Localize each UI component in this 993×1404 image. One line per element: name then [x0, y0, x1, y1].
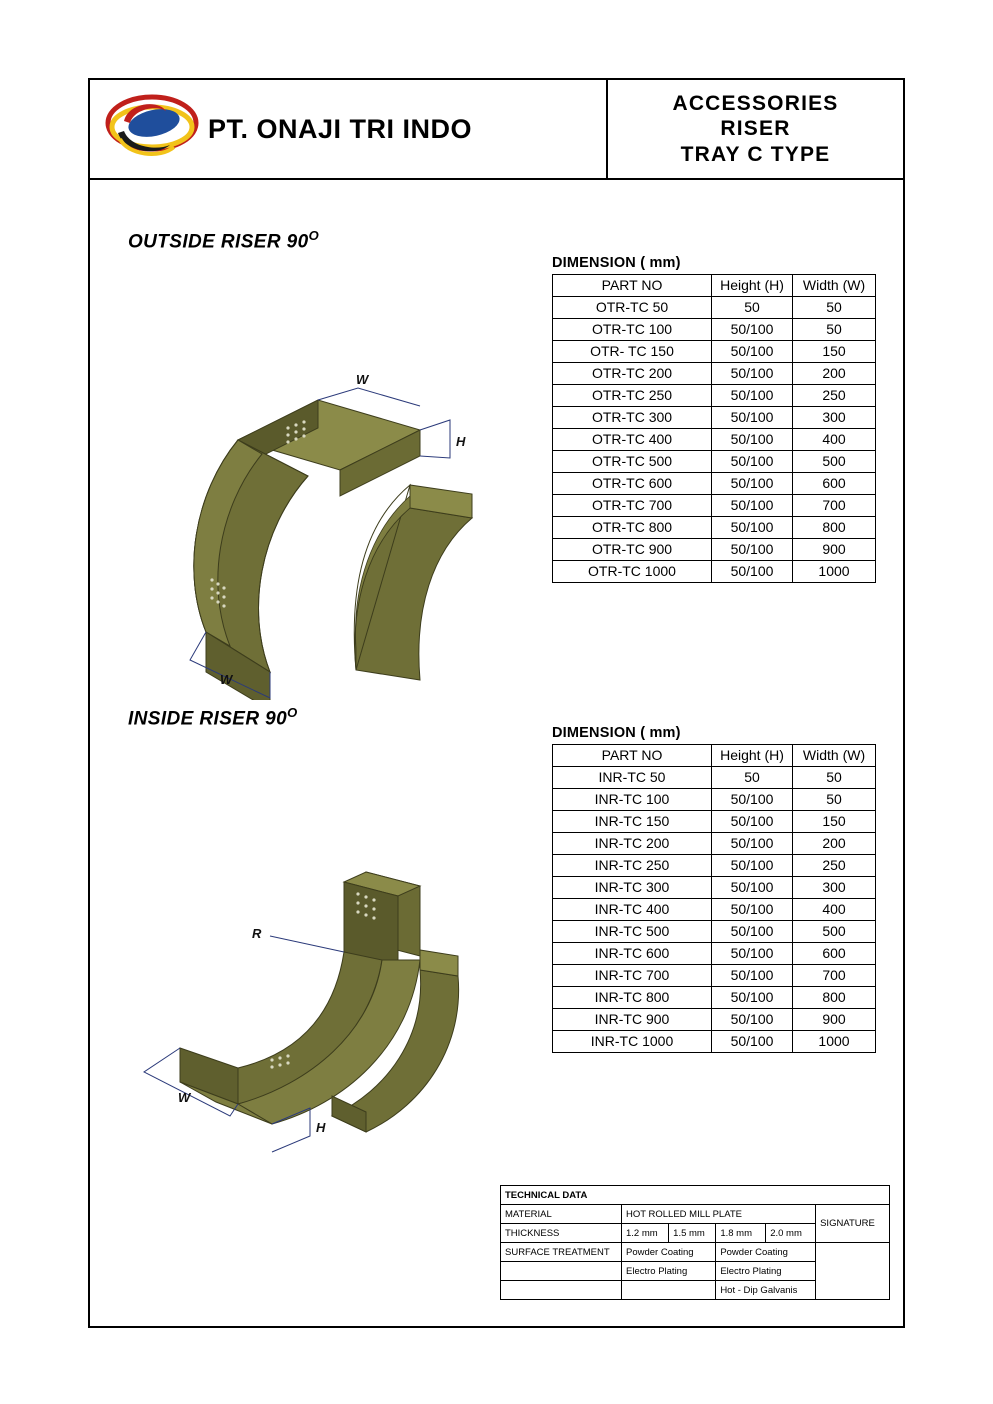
cell-height: 50/100	[712, 899, 793, 921]
tech-surface-1a: Powder Coating	[622, 1243, 716, 1262]
tech-surface-1b: Powder Coating	[716, 1243, 816, 1262]
tech-thickness-4: 2.0 mm	[766, 1224, 816, 1243]
col-height: Height (H)	[712, 745, 793, 767]
cell-height: 50/100	[712, 965, 793, 987]
tech-surface-3a	[622, 1281, 716, 1300]
cell-height: 50/100	[712, 921, 793, 943]
sheet-header	[90, 80, 903, 180]
table-row	[553, 561, 876, 583]
cell-height: 50/100	[712, 789, 793, 811]
cell-height: 50/100	[712, 855, 793, 877]
cell-width: 250	[793, 385, 876, 407]
onaji-logo-icon	[104, 93, 200, 165]
cell-height: 50/100	[712, 517, 793, 539]
cell-height: 50	[712, 767, 793, 789]
cell-part: OTR-TC 900	[553, 539, 712, 561]
cell-width: 400	[793, 899, 876, 921]
cell-part: OTR- TC 150	[553, 341, 712, 363]
outside-riser-drawing	[120, 280, 540, 700]
cell-height: 50/100	[712, 811, 793, 833]
cell-height: 50/100	[712, 561, 793, 583]
cell-width: 700	[793, 965, 876, 987]
cell-width: 50	[793, 297, 876, 319]
tech-row-material	[501, 1205, 890, 1224]
cell-width: 150	[793, 341, 876, 363]
cell-part: INR-TC 600	[553, 943, 712, 965]
cell-height: 50/100	[712, 473, 793, 495]
inside-riser-drawing	[120, 760, 540, 1180]
cell-height: 50/100	[712, 319, 793, 341]
col-part-no: PART NO	[553, 275, 712, 297]
table-header-row	[553, 745, 876, 767]
tech-label-thickness: THICKNESS	[501, 1224, 622, 1243]
dimension-label-inside: DIMENSION ( mm)	[552, 725, 681, 741]
table-row	[553, 811, 876, 833]
signature-space	[816, 1243, 890, 1300]
cell-height: 50/100	[712, 451, 793, 473]
cell-width: 50	[793, 789, 876, 811]
cell-width: 150	[793, 811, 876, 833]
tech-surface-2b: Electro Plating	[716, 1262, 816, 1281]
degree-sup-inside: O	[287, 705, 298, 720]
cell-part: OTR-TC 1000	[553, 561, 712, 583]
cell-height: 50/100	[712, 495, 793, 517]
tech-thickness-3: 1.8 mm	[716, 1224, 766, 1243]
table-row	[553, 451, 876, 473]
tech-thickness-1: 1.2 mm	[622, 1224, 669, 1243]
tech-thickness-2: 1.5 mm	[669, 1224, 716, 1243]
cell-width: 500	[793, 921, 876, 943]
col-height: Height (H)	[712, 275, 793, 297]
table-row	[553, 429, 876, 451]
table-row	[553, 877, 876, 899]
table-row	[553, 899, 876, 921]
cell-height: 50/100	[712, 833, 793, 855]
table-row	[553, 789, 876, 811]
sheet-title-line-1: ACCESSORIES	[672, 91, 839, 115]
callout-r: R	[252, 926, 262, 941]
table-row	[553, 517, 876, 539]
cell-part: INR-TC 900	[553, 1009, 712, 1031]
technical-data-table	[500, 1185, 890, 1300]
cell-width: 50	[793, 767, 876, 789]
drawing-sheet	[88, 78, 905, 1328]
table-row	[553, 1009, 876, 1031]
cell-height: 50/100	[712, 341, 793, 363]
cell-height: 50/100	[712, 429, 793, 451]
section-title-inside-riser	[128, 705, 298, 730]
tech-label-surface-treatment: SURFACE TREATMENT	[501, 1243, 622, 1262]
section-title-outside-text: OUTSIDE RISER 90	[128, 231, 309, 253]
table-row	[553, 921, 876, 943]
cell-width: 600	[793, 473, 876, 495]
cell-part: OTR-TC 300	[553, 407, 712, 429]
cell-part: INR-TC 1000	[553, 1031, 712, 1053]
cell-height: 50/100	[712, 385, 793, 407]
table-row	[553, 767, 876, 789]
cell-width: 1000	[793, 561, 876, 583]
table-row	[553, 833, 876, 855]
cell-width: 800	[793, 987, 876, 1009]
section-title-inside-text: INSIDE RISER 90	[128, 708, 288, 730]
cell-height: 50/100	[712, 877, 793, 899]
header-company-block	[90, 80, 608, 178]
tech-label-material: MATERIAL	[501, 1205, 622, 1224]
tech-label-empty-1	[501, 1262, 622, 1281]
company-name: PT. ONAJI TRI INDO	[208, 113, 473, 144]
technical-data-heading: TECHNICAL DATA	[501, 1186, 890, 1205]
cell-part: OTR-TC 50	[553, 297, 712, 319]
cell-height: 50/100	[712, 987, 793, 1009]
table-header-row	[553, 275, 876, 297]
cell-width: 300	[793, 407, 876, 429]
sheet-title-line-3: TRAY C TYPE	[680, 142, 831, 166]
cell-part: INR-TC 500	[553, 921, 712, 943]
cell-width: 200	[793, 363, 876, 385]
dimension-table-outside	[552, 255, 876, 583]
table-row	[553, 1031, 876, 1053]
table-row	[553, 987, 876, 1009]
cell-width: 700	[793, 495, 876, 517]
cell-part: OTR-TC 250	[553, 385, 712, 407]
cell-part: OTR-TC 200	[553, 363, 712, 385]
table-row	[553, 855, 876, 877]
cell-width: 600	[793, 943, 876, 965]
table-row	[553, 539, 876, 561]
cell-height: 50/100	[712, 943, 793, 965]
col-width: Width (W)	[793, 745, 876, 767]
cell-part: INR-TC 50	[553, 767, 712, 789]
table-row	[553, 319, 876, 341]
cell-part: INR-TC 300	[553, 877, 712, 899]
col-width: Width (W)	[793, 275, 876, 297]
cell-part: OTR-TC 100	[553, 319, 712, 341]
cell-height: 50/100	[712, 1009, 793, 1031]
cell-width: 400	[793, 429, 876, 451]
table-row	[553, 385, 876, 407]
cell-width: 1000	[793, 1031, 876, 1053]
callout-w-top: W	[356, 372, 369, 387]
tech-row-surface-1	[501, 1243, 890, 1262]
header-title-block	[608, 80, 903, 178]
cell-width: 200	[793, 833, 876, 855]
outside-riser-table	[552, 274, 876, 583]
cell-height: 50/100	[712, 1031, 793, 1053]
signature-cell: SIGNATURE	[816, 1205, 890, 1243]
cell-width: 500	[793, 451, 876, 473]
cell-height: 50	[712, 297, 793, 319]
table-row	[553, 341, 876, 363]
cell-width: 250	[793, 855, 876, 877]
callout-h: H	[456, 434, 466, 449]
cell-part: OTR-TC 800	[553, 517, 712, 539]
cell-part: INR-TC 200	[553, 833, 712, 855]
cell-width: 50	[793, 319, 876, 341]
tech-value-material: HOT ROLLED MILL PLATE	[622, 1205, 816, 1224]
callout-w-bottom: W	[220, 672, 233, 687]
table-row	[553, 407, 876, 429]
cell-width: 300	[793, 877, 876, 899]
cell-part: INR-TC 150	[553, 811, 712, 833]
cell-part: OTR-TC 400	[553, 429, 712, 451]
callout-h-inside: H	[316, 1120, 326, 1135]
cell-height: 50/100	[712, 539, 793, 561]
dimension-label-outside: DIMENSION ( mm)	[552, 255, 681, 271]
cell-height: 50/100	[712, 363, 793, 385]
tech-surface-2a: Electro Plating	[622, 1262, 716, 1281]
cell-part: OTR-TC 600	[553, 473, 712, 495]
section-title-outside-riser	[128, 228, 319, 253]
inside-riser-table	[552, 744, 876, 1053]
table-row	[553, 495, 876, 517]
cell-part: OTR-TC 500	[553, 451, 712, 473]
table-row	[553, 363, 876, 385]
tech-heading-row	[501, 1186, 890, 1205]
cell-height: 50/100	[712, 407, 793, 429]
degree-sup-outside: O	[308, 228, 320, 243]
cell-width: 900	[793, 539, 876, 561]
cell-part: INR-TC 100	[553, 789, 712, 811]
col-part-no: PART NO	[553, 745, 712, 767]
table-row	[553, 297, 876, 319]
tech-label-empty-2	[501, 1281, 622, 1300]
tech-surface-3b: Hot - Dip Galvanis	[716, 1281, 816, 1300]
cell-part: INR-TC 400	[553, 899, 712, 921]
cell-part: INR-TC 250	[553, 855, 712, 877]
table-row	[553, 943, 876, 965]
table-row	[553, 473, 876, 495]
cell-width: 800	[793, 517, 876, 539]
technical-data-block	[500, 1185, 890, 1300]
table-row	[553, 965, 876, 987]
callout-w-inside: W	[178, 1090, 191, 1105]
cell-part: INR-TC 800	[553, 987, 712, 1009]
sheet-title-line-2: RISER	[720, 117, 791, 141]
cell-part: OTR-TC 700	[553, 495, 712, 517]
cell-width: 900	[793, 1009, 876, 1031]
cell-part: INR-TC 700	[553, 965, 712, 987]
dimension-table-inside	[552, 725, 876, 1053]
